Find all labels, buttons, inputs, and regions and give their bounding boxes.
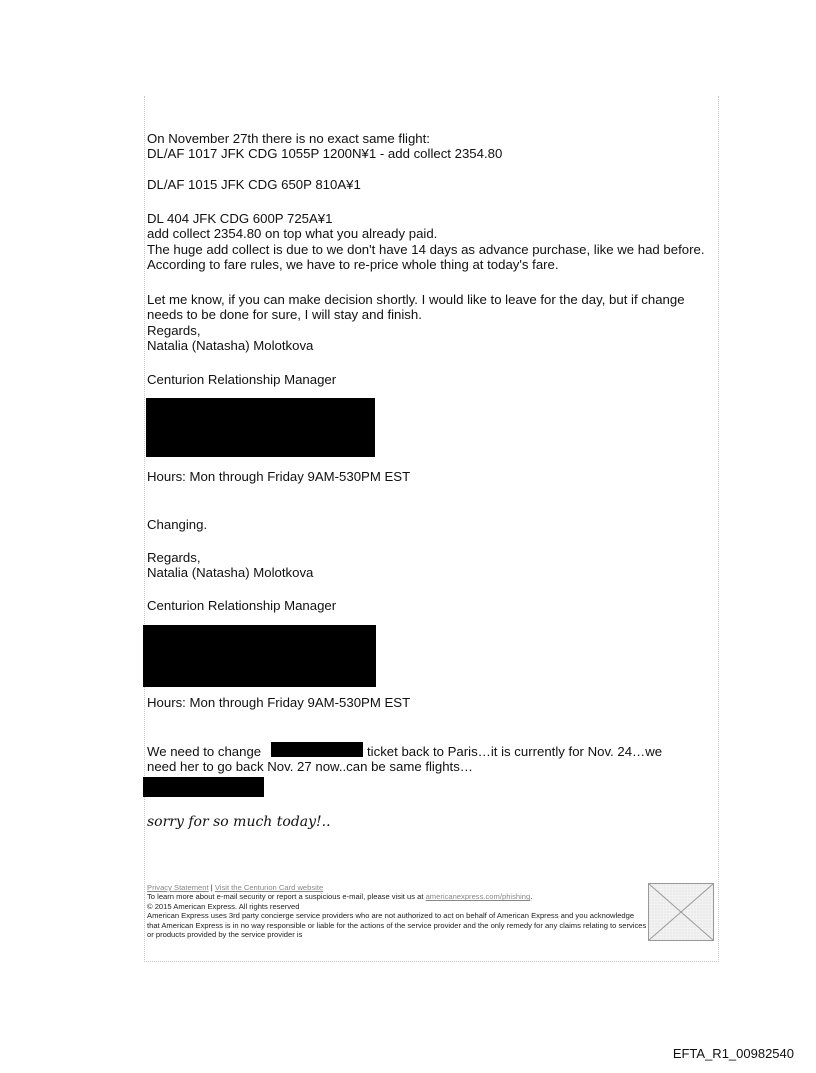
footer-text: . (530, 892, 533, 902)
signature-name: Natalia (Natasha) Molotkova (147, 338, 314, 353)
redaction-block (143, 777, 264, 797)
footer-copyright: © 2015 American Express. All rights reserved (147, 901, 300, 911)
email-line: need her to go back Nov. 27 now..can be same flights… (147, 759, 473, 774)
footer-disclaimer: American Express uses 3rd party concierge service providers who are not authorized to act on behalf of American Express and you acknowledge that American Express is in no way responsible or liable for the actions of the service provider and the only remedy for any claims relating to services or products provided by the service provider is (147, 911, 647, 940)
redaction-block (146, 398, 375, 457)
email-line: Changing. (147, 517, 208, 532)
footer-divider: | (210, 883, 213, 892)
email-line: DL 404 JFK CDG 600P 725A¥1 (147, 211, 333, 226)
footer-text: To learn more about e-mail security or report a suspicious e-mail, please visit us at (147, 892, 424, 902)
email-paragraph: Let me know, if you can make decision shortly. I would like to leave for the day, but if change needs to be done for sure, I will stay and finish. (147, 292, 685, 322)
email-line: DL/AF 1017 JFK CDG 1055P 1200N¥1 - add collect 2354.80 (147, 146, 503, 161)
missing-image-placeholder (648, 883, 714, 941)
phishing-link[interactable]: americanexpress.com/phishing (425, 892, 531, 902)
email-line: We need to change (147, 744, 262, 759)
email-closing: sorry for so much today!.. (147, 814, 331, 830)
email-paragraph: The huge add collect is due to we don't have 14 days as advance purchase, like we had before. According to fare rules, we have to re-price whole thing at today's fare. (147, 242, 705, 272)
email-footer (147, 883, 647, 939)
email-line: ticket back to Paris…it is currently for Nov. 24…we (367, 744, 663, 759)
email-line: On November 27th there is no exact same flight: (147, 131, 430, 146)
email-regards: Regards, (147, 550, 201, 565)
privacy-statement-link[interactable]: Privacy Statement (147, 883, 209, 892)
centurion-website-link[interactable]: Visit the Centurion Card website (214, 883, 324, 892)
signature-title: Centurion Relationship Manager (147, 372, 337, 387)
signature-hours: Hours: Mon through Friday 9AM-530PM EST (147, 695, 411, 710)
signature-title: Centurion Relationship Manager (147, 598, 337, 613)
email-regards: Regards, (147, 323, 201, 338)
redaction-block (143, 625, 376, 687)
broken-image-icon (649, 884, 713, 940)
document-id: EFTA_R1_00982540 (672, 1046, 794, 1061)
signature-name: Natalia (Natasha) Molotkova (147, 565, 314, 580)
signature-hours: Hours: Mon through Friday 9AM-530PM EST (147, 469, 411, 484)
redaction-block (271, 742, 363, 757)
email-line: DL/AF 1015 JFK CDG 650P 810A¥1 (147, 177, 361, 192)
email-line: add collect 2354.80 on top what you already paid. (147, 226, 438, 241)
